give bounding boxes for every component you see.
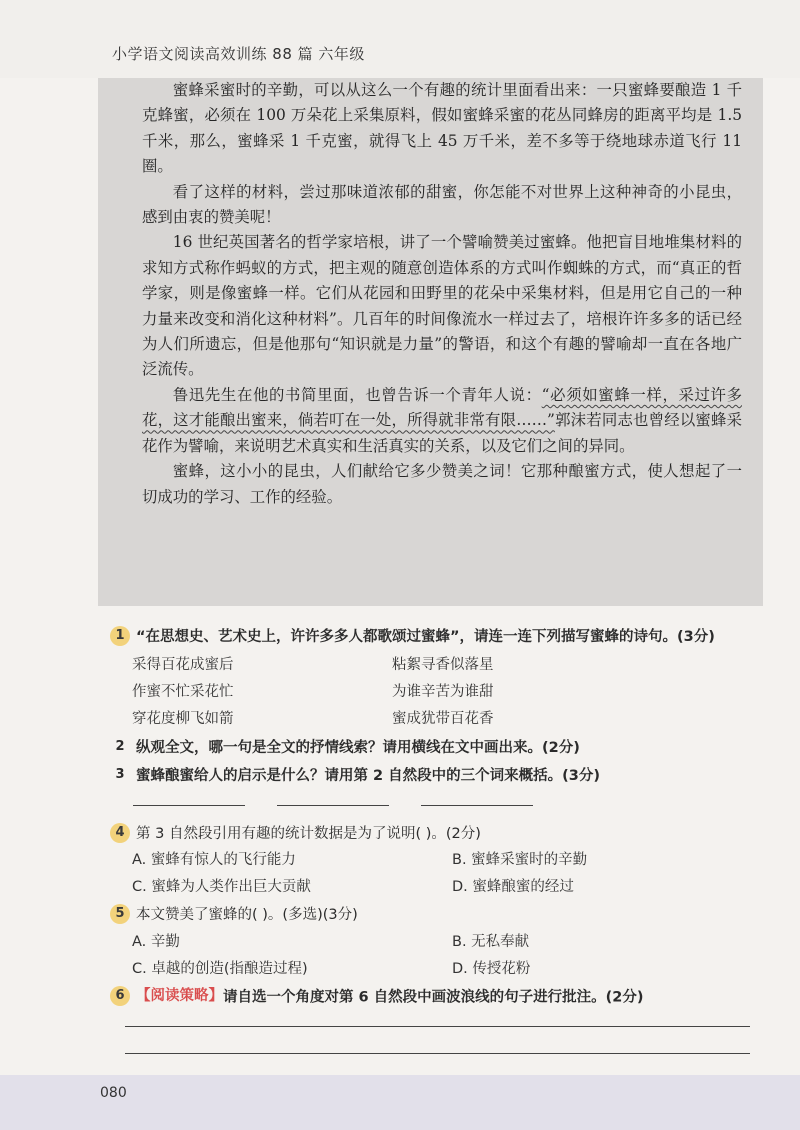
reading-strategy-tag: 【阅读策略】 bbox=[136, 988, 223, 1004]
answer-blank-1[interactable] bbox=[133, 805, 245, 806]
paragraph-3: 蜜蜂采蜜时的辛勤，可以从这么一个有趣的统计里面看出来：一只蜜蜂要酿造 1 千克蜂蜜，必须在 100 万朵花上采集原料，假如蜜蜂采蜜的花丛同蜂房的距离平均是 1.5 千米，那么，蜜蜂采 1 千克蜜，就得飞上 45 万千米，差不多等于绕地球赤道飞行 11 圈。 bbox=[142, 81, 742, 176]
q5-option-d[interactable]: D. 传授花粉 bbox=[452, 961, 531, 977]
page-header bbox=[0, 0, 800, 78]
p6-before: 鲁迅先生在他的书简里面，也曾告诉一个青年人说： bbox=[172, 385, 542, 404]
question-text: 纵观全文，哪一句是全文的抒情线索？请用横线在文中画出来。(2分) bbox=[136, 740, 580, 756]
page-footer bbox=[0, 1075, 800, 1130]
answer-blank-3[interactable] bbox=[421, 805, 533, 806]
question-5 bbox=[110, 903, 770, 924]
question-number: 3 bbox=[115, 766, 125, 782]
page-number: 080 bbox=[100, 1085, 127, 1101]
question-2 bbox=[110, 736, 770, 757]
question-number: 2 bbox=[115, 738, 125, 754]
q5-option-c[interactable]: C. 卓越的创造(指酿造过程) bbox=[132, 961, 308, 977]
paragraph-4: 看了这样的材料，尝过那味道浓郁的甜蜜，你怎能不对世界上这种神奇的小昆虫，感到由衷的赞美呢！ bbox=[142, 182, 742, 227]
poem-left-3: 穿花度柳飞如箭 bbox=[132, 711, 234, 727]
q4-option-a[interactable]: A. 蜜蜂有惊人的飞行能力 bbox=[132, 852, 296, 868]
annotation-line-1[interactable] bbox=[125, 1026, 750, 1027]
q4-option-c[interactable]: C. 蜜蜂为人类作出巨大贡献 bbox=[132, 879, 311, 895]
question-1 bbox=[110, 625, 770, 646]
paragraph-7: 蜜蜂，这小小的昆虫，人们献给它多少赞美之词！它那种酿蜜方式，使人想起了一切成功的学习、工作的经验。 bbox=[142, 462, 742, 506]
question-4 bbox=[110, 822, 770, 843]
p6-after: 郭沫若同志也曾经以蜜蜂采花作为譬喻，来说明艺术真实和生活真实的关系，以及它们之间的异同。 bbox=[142, 411, 742, 455]
wavy-sentence: “必须如蜜蜂一样，采过许多花，这才能酿出蜜来，倘若叮在一处，所得就非常有限……” bbox=[142, 385, 742, 430]
paragraph-6 bbox=[142, 383, 742, 459]
question-text: “在思想史、艺术史上，许许多多人都歌颂过蜜蜂”，请连一连下列描写蜜蜂的诗句。(3分) bbox=[136, 629, 715, 645]
paragraph-5: 16 世纪英国著名的哲学家培根，讲了一个譬喻赞美过蜜蜂。他把盲目地堆集材料的求知方式称作蚂蚁的方式，把主观的随意创造体系的方式叫作蜘蛛的方式，而“真正的哲学家，则是像蜜蜂一样。它们从花园和田野里的花朵中采集材料，但是用它自己的一种力量来改变和消化这种材料”。几百年的时间像流水一样过去了，培根许许多多的话已经为人们所遗忘，但是他那句“知识就是力量”的警语，和这个有趣的譬喻却一直在各地广泛流传。 bbox=[142, 233, 742, 379]
question-6 bbox=[110, 984, 770, 1007]
annotation-line-2[interactable] bbox=[125, 1053, 750, 1054]
poem-right-3: 蜜成犹带百花香 bbox=[392, 711, 494, 727]
question-3 bbox=[110, 764, 770, 785]
q4-option-b[interactable]: B. 蜜蜂采蜜时的辛勤 bbox=[452, 852, 588, 868]
question-text: 蜜蜂酿蜜给人的启示是什么？请用第 2 自然段中的三个词来概括。(3分) bbox=[136, 768, 601, 784]
q4-option-d[interactable]: D. 蜜蜂酿蜜的经过 bbox=[452, 879, 574, 895]
poem-right-2: 为谁辛苦为谁甜 bbox=[392, 684, 494, 700]
question-number-badge: 1 bbox=[110, 626, 130, 646]
answer-blank-2[interactable] bbox=[277, 805, 389, 806]
poem-left-2: 作蜜不忙采花忙 bbox=[132, 684, 234, 700]
question-text: 本文赞美了蜜蜂的( )。(多选)(3分) bbox=[136, 907, 358, 923]
question-number-badge: 5 bbox=[110, 904, 130, 924]
q5-option-b[interactable]: B. 无私奉献 bbox=[452, 934, 530, 950]
q5-option-a[interactable]: A. 辛勤 bbox=[132, 934, 180, 950]
poem-left-1: 采得百花成蜜后 bbox=[132, 657, 234, 673]
question-number-badge: 6 bbox=[110, 986, 130, 1006]
question-text: 请自选一个角度对第 6 自然段中画波浪线的句子进行批注。(2分) bbox=[223, 989, 644, 1006]
question-text: 第 3 自然段引用有趣的统计数据是为了说明( )。(2分) bbox=[136, 826, 481, 842]
book-title: 小学语文阅读高效训练 88 篇 六年级 bbox=[112, 45, 365, 63]
passage-text bbox=[142, 78, 742, 510]
poem-right-1: 粘絮寻香似落星 bbox=[392, 657, 494, 673]
question-number-badge: 4 bbox=[110, 823, 130, 843]
